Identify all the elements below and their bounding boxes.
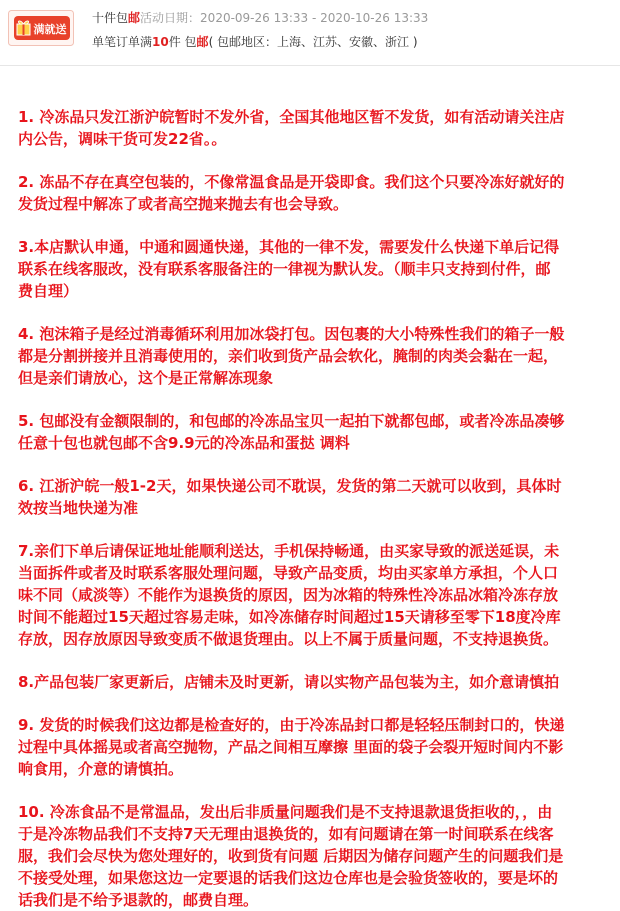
notice-line: 4. 泡沫箱子是经过消毒循环利用加冰袋打包。因包裹的大小特殊性我们的箱子一般 <box>18 325 565 343</box>
notice-line: 响食用，介意的请慎拍。 <box>18 760 184 778</box>
promo-rule-bold: 邮 <box>196 35 209 49</box>
notice-item-4 <box>18 323 610 389</box>
notice-line: 服，我们会尽快为您处理好的，收到货有问题 后期因为储存问题产生的问题我们是 <box>18 847 564 865</box>
notice-line: 10. 冷冻食品不是常温品，发出后非质量问题我们是不支持退款退货拒收的，，由 <box>18 803 553 821</box>
promo-name-bold: 邮 <box>128 11 141 25</box>
notice-line: 存放，因存放原因导致变质不做退货理由。以上不属于质量问题，不支持退换货。 <box>18 630 559 648</box>
notice-line: 内公告，调味干货可发22省。。 <box>18 130 227 148</box>
promo-rule-unit: 件 包 <box>168 35 197 49</box>
notice-line: 5. 包邮没有金额限制的，和包邮的冷冻品宝贝一起拍下就都包邮，或者冷冻品凑够 <box>18 412 565 430</box>
notice-item-8 <box>18 671 610 693</box>
notice-item-2 <box>18 171 610 215</box>
promo-rule-prefix: 单笔订单满 <box>92 35 153 49</box>
notice-line: 任意十包也就包邮不含9.9元的冷冻品和蛋挞 调料 <box>18 434 350 452</box>
promo-date-label: 活动日期： <box>140 11 201 25</box>
promo-name-prefix: 十件包 <box>92 11 129 25</box>
promo-rule-line <box>92 34 418 50</box>
notice-item-1 <box>18 106 610 150</box>
notice-line: 不接受处理，如果您这边一定要退的话我们这边仓库也是会验货签收的，要是坏的 <box>18 869 559 887</box>
promo-badge <box>8 10 74 46</box>
notice-line: 发货过程中解冻了或者高空抛来抛去有也会导致。 <box>18 195 349 213</box>
notice-line: 过程中具体摇晃或者高空抛物，产品之间相互摩擦 里面的袋子会裂开短时间内不影 <box>18 738 564 756</box>
promo-badge-label: 满就送 <box>33 23 67 36</box>
notice-line: 7.亲们下单后请保证地址能顺利送达，手机保持畅通，由买家导致的派送延误，未 <box>18 542 560 560</box>
notice-line: 时间不能超过15天超过容易走味，如冷冻储存时间超过15天请移至零下18度冷库 <box>18 608 561 626</box>
notice-line: 味不同（咸淡等）不能作为退换货的原因，因为冰箱的特殊性冷冻品冰箱冷冻存放 <box>18 586 559 604</box>
promo-title-line <box>92 10 428 26</box>
notice-line: 8.产品包装厂家更新后，店铺未及时更新，请以实物产品包装为主，如介意请慎拍 <box>18 673 560 691</box>
notice-item-10 <box>18 801 610 911</box>
promo-rule-count: 10 <box>152 35 169 49</box>
promo-name <box>92 11 140 25</box>
notice-line: 6. 江浙沪皖一般1-2天，如果快递公司不耽误，发货的第二天就可以收到，具体时 <box>18 477 562 495</box>
notice-item-3 <box>18 236 610 302</box>
notice-line: 联系在线客服改，没有联系客服备注的一律视为默认发。（顺丰只支持到付件，邮 <box>18 260 551 278</box>
promo-rule-region: ( 包邮地区：上海、江苏、安徽、浙江 ) <box>208 35 418 49</box>
notice-line: 于是冷冻物品我们不支持7天无理由退换货的，如有问题请在第一时间联系在线客 <box>18 825 554 843</box>
notice-item-5 <box>18 410 610 454</box>
notice-line: 但是亲们请放心，这个是正常解冻现象 <box>18 369 274 387</box>
notice-line: 9. 发货的时候我们这边都是检查好的，由于冷冻品封口都是轻轻压制封口的，快递 <box>18 716 565 734</box>
notice-line: 费自理） <box>18 282 79 300</box>
notice-line: 2. 冻品不存在真空包装的，不像常温食品是开袋即食。我们这个只要冷冻好就好的 <box>18 173 565 191</box>
notice-line: 当面拆件或者及时联系客服处理问题，导致产品变质，均由买家单方承担，个人口 <box>18 564 559 582</box>
notice-item-7 <box>18 540 610 650</box>
notice-line: 1. 冷冻品只发江浙沪皖暂时不发外省，全国其他地区暂不发货，如有活动请关注店 <box>18 108 565 126</box>
notice-item-6 <box>18 475 610 519</box>
notice-line: 效按当地快递为准 <box>18 499 139 517</box>
notice-line: 都是分割拼接并且消毒使用的，亲们收到货产品会软化，腌制的肉类会黏在一起， <box>18 347 559 365</box>
notice-line: 3.本店默认申通，中通和圆通快递，其他的一律不发，需要发什么快递下单后记得 <box>18 238 560 256</box>
promo-date-range: 2020-09-26 13:33 - 2020-10-26 13:33 <box>200 11 429 25</box>
notice-list <box>18 106 610 911</box>
notice-line: 话我们是不给予退款的，邮费自理。 <box>18 891 259 909</box>
notice-item-9 <box>18 714 610 780</box>
promo-header <box>0 0 620 66</box>
